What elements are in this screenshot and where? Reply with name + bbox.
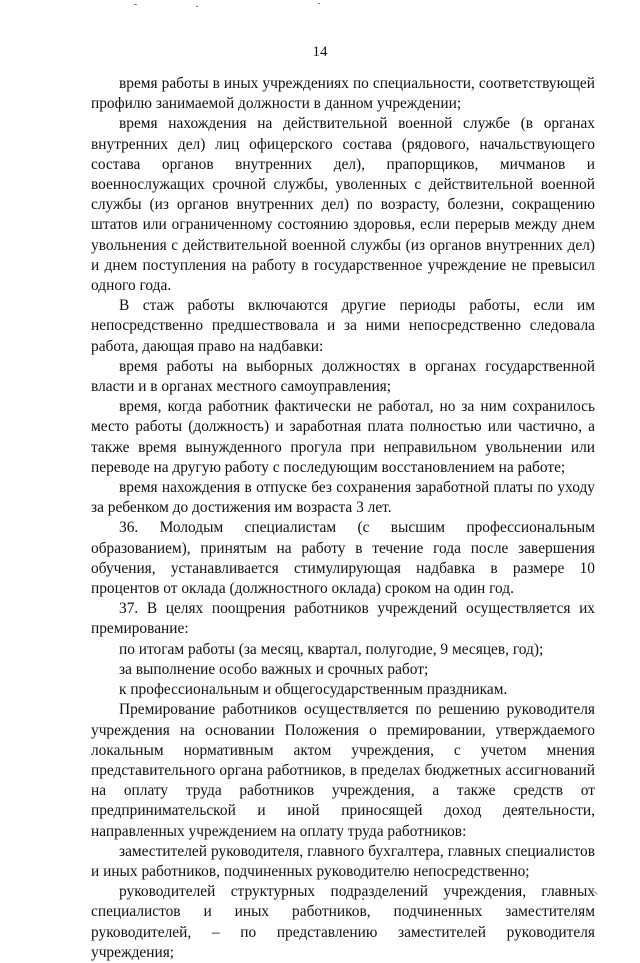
paragraph-bonus-procedure: Премирование работников осуществляется по решению руководителя учреждения на основании Положения о премировании, утверждаемого локальным нормативным актом учреждения, с учетом мнения представительного органа работников, в пределах бюджетных ассигнований на оплату труда работников учреждения, а также средств от предпринимательской и иной приносящей доход деятельности, направленных учреждением на оплату труда работников: — [91, 701, 595, 840]
paragraph-bonus-period: по итогам работы (за месяц, квартал, полугодие, 9 месяцев, год); — [119, 640, 544, 658]
paragraph-clause-36: 36. Молодым специалистам (с высшим профессиональным образованием), принятым на работу в течение года после завершения обучения, устанавливается стимулирующая надбавка в размере 10 процентов от оклада (должностного оклада) сроком на один год. — [91, 519, 595, 598]
paragraph-elected-positions: время работы на выборных должностях в органах государственной власти и в органах местного самоуправления; — [91, 357, 595, 396]
paragraph-work-other-institutions: время работы в иных учреждениях по специальности, соответствующей профилю занимаемой должности в данном учреждении; — [91, 75, 595, 113]
paragraph-bonus-urgent: за выполнение особо важных и срочных работ; — [119, 660, 429, 678]
paragraph-bonus-holidays: к профессиональным и общегосударственным праздникам. — [119, 681, 508, 699]
paragraph-military-service: время нахождения на действительной военной службе (в органах внутренних дел) лиц офицерского состава (рядового, начальствующего состава органов внутренних дел), прапорщиков, мичманов и военнослужащих срочной службы, уволенных с действительной военной службы (из органов внутренних дел) по возрасту, болезни, сокращению штатов или ограниченному состоянию здоровья, если перерыв между днем увольнения с действительной военной службы (из органов внутренних дел) и днем поступления на работу в государственное учреждение не превысил одного года. — [91, 115, 595, 295]
paragraph-not-working-retained: время, когда работник фактически не работал, но за ним сохранилось место работы (должность) и заработная плата полностью или частично, а также время вынужденного прогула при неправильном увольнении или переводе на другую работу с последующим восстановлением на работе; — [91, 398, 595, 476]
document-body — [91, 74, 595, 963]
paragraph-childcare-leave: время нахождения в отпуске без сохранения заработной платы по уходу за ребенком до достижения им возраста 3 лет. — [91, 479, 595, 517]
scan-dust-mark — [318, 3, 320, 4]
paragraph-clause-37: 37. В целях поощрения работников учреждений осуществляется их премирование: — [91, 600, 595, 638]
paragraph-unit-heads: руководителей структурных подразделений учреждения, главных специалистов и иных работников, подчиненных заместителям руководителей, – по представлению заместителей руководителя учреждения; — [91, 883, 595, 961]
paragraph-deputies: заместителей руководителя, главного бухгалтера, главных специалистов и иных работников, подчиненных руководителю непосредственно; — [91, 842, 595, 880]
paragraph-other-periods: В стаж работы включаются другие периоды работы, если им непосредственно предшествовала и за ними непосредственно следовала работа, дающая право на надбавки: — [91, 297, 595, 355]
page-number: 14 — [312, 44, 328, 60]
scan-dust-mark — [196, 6, 198, 7]
scan-dust-mark — [134, 4, 137, 5]
